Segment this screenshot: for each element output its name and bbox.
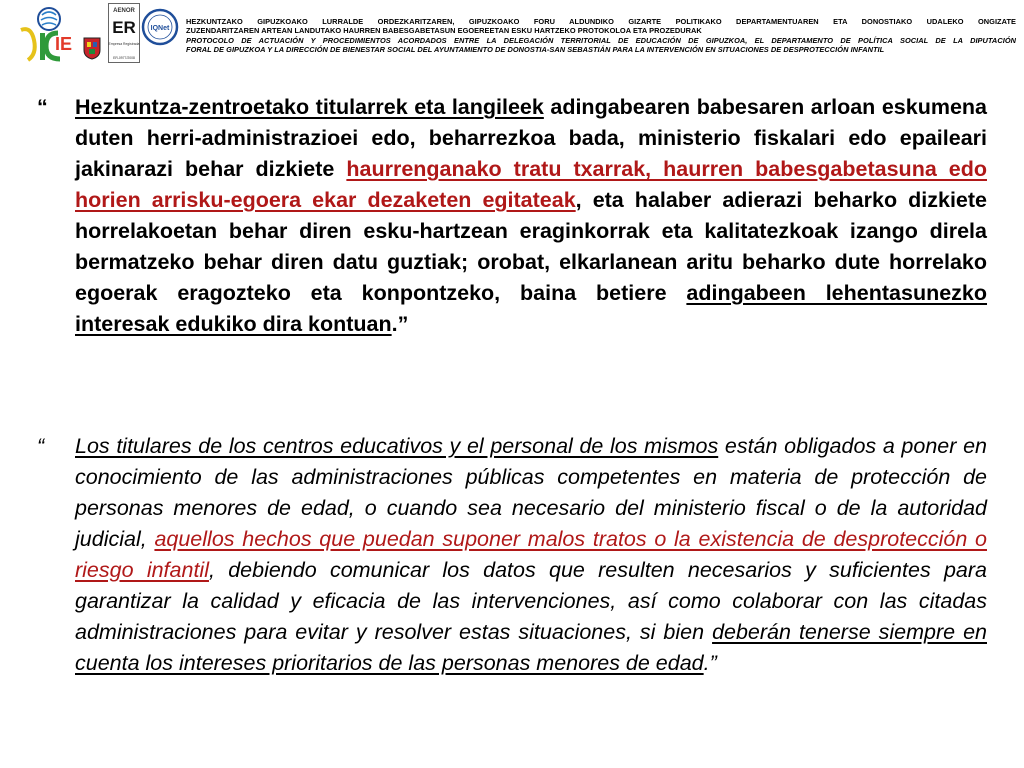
svg-text:IQNet: IQNet <box>150 25 170 32</box>
header-eu-line-1: HEZKUNTZAKO GIPUZKOAKO LURRALDE ORDEZKARITZAREN, GIPUZKOAKO FORU ALDUNDIKO GIZARTE POLITIKAKO DEPARTAMENTUAREN ETA DONOSTIAKO UDALEKO ONGIZATE <box>186 17 1016 26</box>
quote-eu-interest: adingabeen lehentasunezko interesak edukiko dira kontuan <box>75 281 988 336</box>
ie-logo <box>18 6 80 64</box>
aenor-badge <box>108 3 140 63</box>
svg-text:Empresa Registrada: Empresa Registrada <box>108 42 140 46</box>
quote-spanish <box>37 431 987 679</box>
header-es-line-1: PROTOCOLO DE ACTUACIÓN Y PROCEDIMIENTOS ACORDADOS ENTRE LA DELEGACIÓN TERRITORIAL DE EDUCACIÓN DE GIPUZKOA, EL DEPARTAMENTO DE POLÍTICA SOCIAL DE LA DIPUTACIÓN <box>186 35 1016 45</box>
svg-text:ER: ER <box>112 18 136 37</box>
quote-eu-subject: Hezkuntza-zentroetako titularrek eta langileek <box>75 95 544 119</box>
close-quote: .” <box>703 651 717 675</box>
quote-es-highlight: aquellos hechos que puedan suponer malos tratos o la existencia de desprotección o riesgo infantil <box>75 527 987 582</box>
quote-eu-text-1: adingabearen babesaren arloan eskumena duten herri-administrazioei edo, beharrezkoa bada, ministerio fiskalari edo epaileari jakinarazi behar dizkiete <box>75 95 987 181</box>
quote-eu-text-2: , eta halaber adierazi beharko dizkiete horrelakoetan behar diren esku-hartzean eraginkorrak eta kalitatezkoak izango direla bermatzeko behar diren datu guztiak; orobat, elkarlanean aritu beharko dute horrelako egoerak eragozteko eta konpontzeko, baina betiere <box>75 188 987 305</box>
quote-es-interest: deberán tenerse siempre en cuenta los intereses prioritarios de las personas menores de edad <box>75 620 987 675</box>
open-quote: “ <box>37 95 48 119</box>
close-quote: .” <box>391 312 409 336</box>
header-eu-line-2: ZUZENDARITZAREN ARTEAN LANDUTAKO HAURREN BABESGABETASUN EGOEREETAN ESKU HARTZEKO PROTOKOLOA ETA PROZEDURAK <box>186 26 702 36</box>
iqnet-badge <box>141 5 179 57</box>
svg-text:IE: IE <box>55 34 73 54</box>
quote-es-text-2: , debiendo comunicar los datos que resulten necesarios y suficientes para garantizar la calidad y eficacia de las intervenciones, así como colaborar con las citadas administraciones para evitar y resolver estas situaciones, si bien <box>75 558 987 644</box>
svg-text:AENOR: AENOR <box>113 8 135 14</box>
quote-eu-highlight: haurrenganako tratu txarrak, haurren babesgabetasuna edo horien arrisku-egoera ekar dezaketen egitateak <box>75 157 987 212</box>
document-header <box>0 0 1024 68</box>
header-es-line-2: FORAL DE GIPUZKOA Y LA DIRECCIÓN DE BIENESTAR SOCIAL DEL AYUNTAMIENTO DE DONOSTIA-SAN SEBASTIÁN PARA LA INTERVENCIÓN EN SITUACIONES DE DESPROTECCIÓN INFANTIL <box>186 45 885 55</box>
open-quote: “ <box>37 434 45 458</box>
crest-icon <box>82 36 102 60</box>
svg-text:ER-0977/2008: ER-0977/2008 <box>113 56 135 60</box>
quote-es-text-1: están obligados a poner en conocimiento de las administraciones públicas competentes en materia de protección de personas menores de edad, o cuando sea necesario del ministerio fiscal o de la autoridad judicial, <box>75 434 987 551</box>
quote-es-subject: Los titulares de los centros educativos y el personal de los mismos <box>75 434 719 458</box>
quote-basque <box>37 92 988 340</box>
header-title <box>186 17 1016 55</box>
